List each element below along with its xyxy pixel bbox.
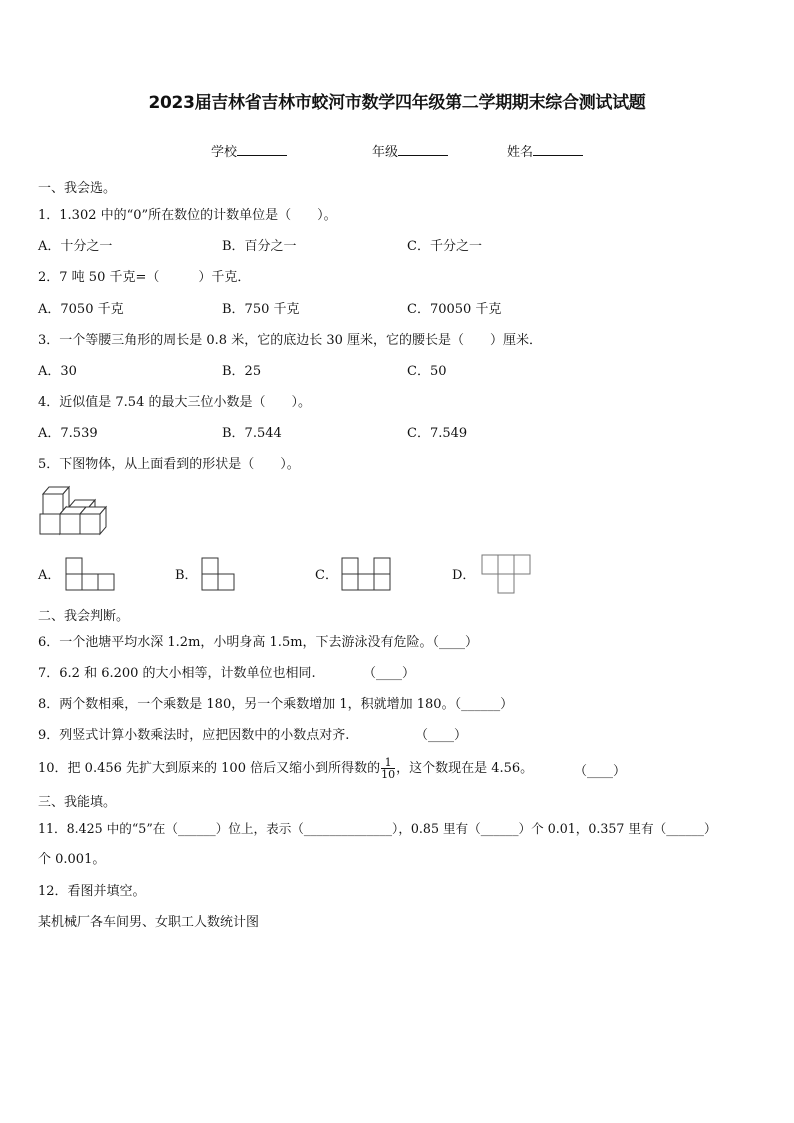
- school-label: 学校: [211, 145, 238, 160]
- school-blank[interactable]: [237, 141, 287, 156]
- grade-blank[interactable]: [398, 141, 448, 156]
- q11-line2: 个 0.001。: [38, 852, 106, 867]
- q5-option-c-label[interactable]: C．: [315, 568, 338, 583]
- q5-option-d-figure[interactable]: [481, 554, 531, 594]
- school-field: [211, 141, 287, 160]
- q4-option-b[interactable]: B．7.544: [222, 426, 282, 441]
- q12-text: 12．看图并填空。: [38, 884, 146, 899]
- q1-option-c[interactable]: C．千分之一: [407, 239, 482, 254]
- cube-figure: [36, 484, 111, 540]
- fraction-numerator: 1: [381, 757, 395, 769]
- q10-answer-blank[interactable]: （____）: [574, 764, 627, 779]
- grade-field: [372, 141, 448, 160]
- cube-face: [60, 514, 80, 534]
- q10-text: [38, 757, 533, 780]
- q5-option-c-figure[interactable]: [341, 557, 391, 591]
- q11-line1: 11．8.425 中的“5”在（______）位上，表示（______________），0.85 里有（______）个 0.01，0.357 里有（______）: [38, 821, 717, 836]
- q4-option-c[interactable]: C．7.549: [407, 426, 468, 441]
- section2-heading: 二、我会判断。: [38, 609, 130, 624]
- q4-stem: 4．近似值是 7.54 的最大三位小数是（ ）。: [38, 395, 311, 410]
- q2-stem: 2．7 吨 50 千克=（ ）千克．: [38, 270, 251, 285]
- q5-option-b-label[interactable]: B．: [175, 568, 198, 583]
- grade-label: 年级: [372, 145, 399, 160]
- chart-caption: 某机械厂各车间男、女职工人数统计图: [38, 915, 260, 930]
- section3-heading: 三、我能填。: [38, 795, 117, 810]
- fraction: [381, 757, 395, 780]
- cube-face: [43, 494, 63, 514]
- q8-text: 8．两个数相乘，一个乘数是 180，另一个乘数增加 1，积就增加 180。（______）: [38, 697, 514, 712]
- q7-text: 7．6.2 和 6.200 的大小相等，计数单位也相同.: [38, 666, 316, 681]
- page-title: 2023届吉林省吉林市蛟河市数学四年级第二学期期末综合测试试题: [148, 93, 646, 113]
- q3-option-b[interactable]: B．25: [222, 364, 262, 379]
- q1-option-a[interactable]: A．十分之一: [38, 239, 113, 254]
- q5-option-b-figure[interactable]: [201, 557, 235, 591]
- q2-option-b[interactable]: B．750 千克: [222, 302, 300, 317]
- q9-answer-blank[interactable]: （____）: [415, 728, 468, 743]
- q1-option-b[interactable]: B．百分之一: [222, 239, 297, 254]
- fraction-denominator: 10: [381, 768, 396, 781]
- q2-option-a[interactable]: A．7050 千克: [38, 302, 124, 317]
- q5-option-a-label[interactable]: A．: [38, 568, 61, 583]
- q5-option-d-label[interactable]: D．: [452, 568, 476, 583]
- q10-prefix: 10．把 0.456 先扩大到原来的 100 倍后又缩小到所得数的: [38, 761, 381, 776]
- q2-option-c[interactable]: C．70050 千克: [407, 302, 502, 317]
- q10-suffix: ，这个数现在是 4.56。: [396, 761, 534, 776]
- q4-option-a[interactable]: A．7.539: [38, 426, 98, 441]
- name-label: 姓名: [507, 145, 534, 160]
- q7-answer-blank[interactable]: （____）: [363, 666, 416, 681]
- q5-stem: 5．下图物体，从上面看到的形状是（ ）。: [38, 457, 300, 472]
- q6-text: 6．一个池塘平均水深 1.2m，小明身高 1.5m，下去游泳没有危险。（____）: [38, 635, 479, 650]
- cube-face: [40, 514, 60, 534]
- q3-option-a[interactable]: A．30: [38, 364, 77, 379]
- section1-heading: 一、我会选。: [38, 181, 117, 196]
- q1-stem: 1．1.302 中的“0”所在数位的计数单位是（ ）。: [38, 208, 337, 223]
- cube-face: [80, 514, 100, 534]
- name-field: [507, 141, 583, 160]
- q5-option-a-figure[interactable]: [65, 557, 115, 591]
- name-blank[interactable]: [533, 141, 583, 156]
- q9-text: 9．列竖式计算小数乘法时，应把因数中的小数点对齐.: [38, 728, 350, 743]
- q3-option-c[interactable]: C．50: [407, 364, 447, 379]
- q3-stem: 3．一个等腰三角形的周长是 0.8 米，它的底边长 30 厘米，它的腰长是（ ）厘米．: [38, 333, 543, 348]
